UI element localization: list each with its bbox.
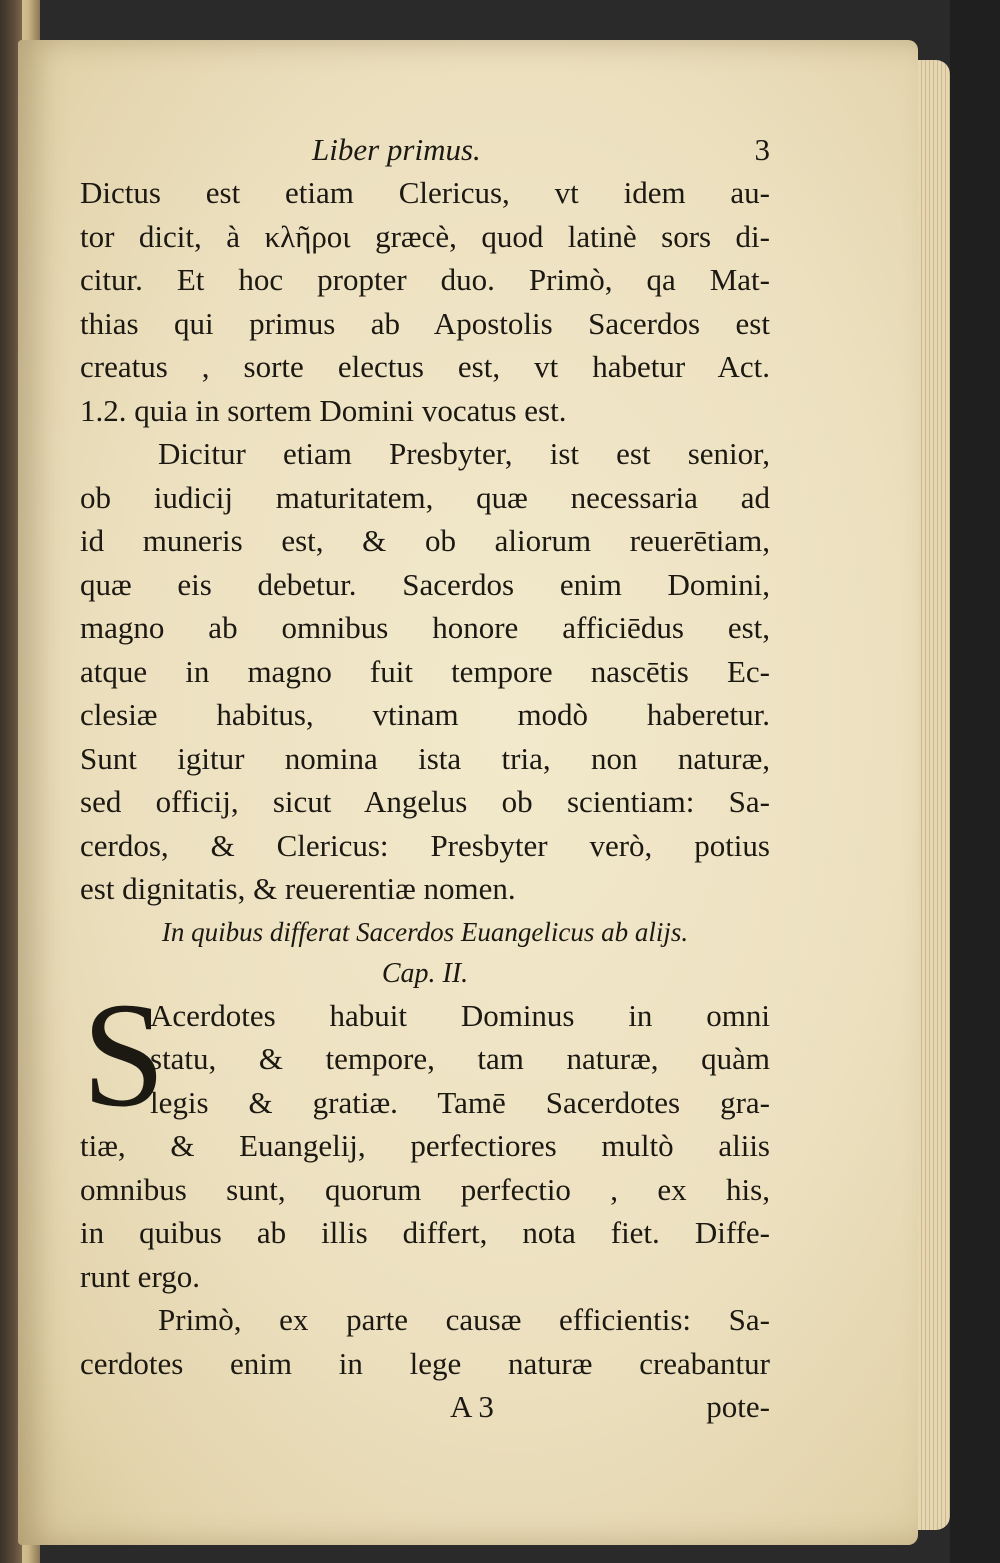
text-block xyxy=(80,128,770,1428)
text-line: thias qui primus ab Apostolis Sacerdos est xyxy=(80,305,770,341)
paragraph-4 xyxy=(80,1298,770,1385)
text-line: in quibus ab illis differt, nota fiet. Diffe- xyxy=(80,1215,770,1250)
running-head xyxy=(80,128,770,171)
text-line: Acerdotes habuit Dominus in omni xyxy=(150,997,770,1033)
text-line: creatus , sorte electus est, vt habetur Act. xyxy=(80,349,770,384)
text-line: Dicitur etiam Presbyter, ist est senior, xyxy=(158,436,770,471)
signature-mark: A 3 xyxy=(450,1389,494,1424)
text-line: clesiæ habitus, vtinam modò haberetur. xyxy=(80,697,770,732)
chapter-number: Cap. II. xyxy=(381,957,469,989)
text-line: cerdos, & Clericus: Presbyter verò, potius xyxy=(80,827,770,863)
text-line: magno ab omnibus honore afficiēdus est, xyxy=(80,610,770,645)
text-line: statu, & tempore, tam naturæ, quàm xyxy=(150,1041,770,1076)
drop-cap: S xyxy=(82,971,166,1138)
text-line: omnibus sunt, quorum perfectio , ex his, xyxy=(80,1171,770,1207)
text-line: legis & gratiæ. Tamē Sacerdotes gra- xyxy=(150,1084,770,1120)
text-line: tor dicit, à κλῆροι græcè, quod latinè sors di- xyxy=(80,218,770,254)
text-line: est dignitatis, & reuerentiæ nomen. xyxy=(80,871,516,906)
text-line: 1.2. quia in sortem Domini vocatus est. xyxy=(80,392,567,428)
chapter-title: In quibus differat Sacerdos Euangelicus ab alijs. xyxy=(161,916,689,947)
catchword: pote- xyxy=(706,1389,770,1424)
text-line: atque in magno fuit tempore nascētis Ec- xyxy=(80,653,770,689)
text-line: id muneris est, & ob aliorum reuerētiam, xyxy=(80,523,770,558)
text-line: cerdotes enim in lege naturæ creabantur xyxy=(80,1345,770,1381)
running-title: Liber primus. xyxy=(312,132,481,167)
page-number: 3 xyxy=(754,132,770,167)
text-line: tiæ, & Euangelij, perfectiores multò aliis xyxy=(80,1128,770,1163)
text-line: Primò, ex parte causæ efficientis: Sa- xyxy=(158,1302,770,1337)
text-line: Dictus est etiam Clericus, vt idem au- xyxy=(80,175,770,210)
text-line: citur. Et hoc propter duo. Primò, qa Mat- xyxy=(80,262,770,297)
text-line: quæ eis debetur. Sacerdos enim Domini, xyxy=(80,566,770,602)
text-line: Sunt igitur nomina ista tria, non naturæ, xyxy=(80,740,770,776)
paragraph-1 xyxy=(80,171,770,432)
text-line: runt ergo. xyxy=(80,1258,200,1294)
text-line: ob iudicij maturitatem, quæ necessaria ad xyxy=(80,479,770,515)
text-line: sed officij, sicut Angelus ob scientiam: Sa- xyxy=(80,784,770,819)
paragraph-2 xyxy=(80,432,770,911)
scan-background xyxy=(950,0,1000,1563)
page-footer xyxy=(80,1385,770,1428)
